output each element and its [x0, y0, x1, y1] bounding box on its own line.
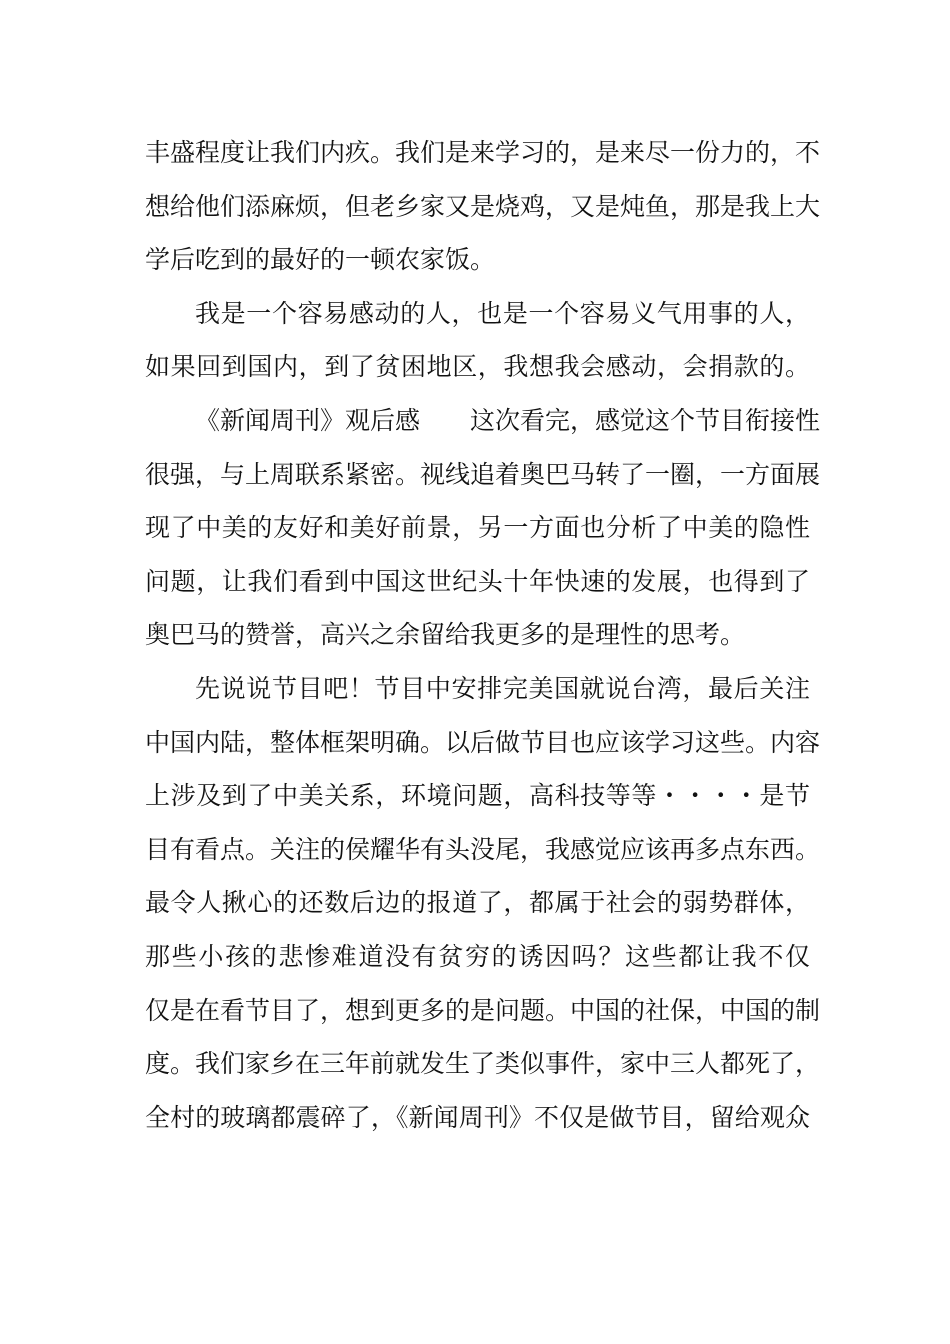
text-line: 想给他们添麻烦，但老乡家又是烧鸡，又是炖鱼，那是我上大 — [145, 191, 821, 221]
text-line: 问题，让我们看到中国这世纪头十年快速的发展，也得到了 — [145, 566, 810, 596]
text-line: 中国内陆，整体框架明确。以后做节目也应该学习这些。内容 — [145, 727, 821, 757]
text-line: 我是一个容易感动的人，也是一个容易义气用事的人， — [195, 298, 810, 328]
text-line: 那些小孩的悲惨难道没有贫穷的诱因吗？这些都让我不仅 — [145, 941, 810, 971]
text-line: 全村的玻璃都震碎了，《新闻周刊》不仅是做节目，留给观众 — [145, 1102, 810, 1132]
body-text — [145, 126, 821, 1144]
text-line: 目有看点。关注的侯耀华有头没尾，我感觉应该再多点东西。 — [145, 834, 821, 864]
text-line: 很强，与上周联系紧密。视线追着奥巴马转了一圈，一方面展 — [145, 459, 821, 489]
text-line: 仅是在看节目了，想到更多的是问题。中国的社保，中国的制 — [145, 995, 821, 1025]
text-line: 奥巴马的赞誉，高兴之余留给我更多的是理性的思考。 — [145, 620, 746, 650]
text-line: 丰盛程度让我们内疚。我们是来学习的，是来尽一份力的，不 — [145, 138, 821, 167]
text-line: 学后吃到的最好的一顿农家饭。 — [145, 245, 496, 275]
text-line: 最令人揪心的还数后边的报道了，都属于社会的弱势群体， — [145, 888, 810, 918]
text-line: 度。我们家乡在三年前就发生了类似事件，家中三人都死了， — [145, 1049, 821, 1079]
text-line: 如果回到国内，到了贫困地区，我想我会感动，会捐款的。 — [145, 352, 810, 382]
text-line: 先说说节目吧！节目中安排完美国就说台湾，最后关注 — [195, 673, 810, 703]
text-line: 《新闻周刊》观后感 这次看完，感觉这个节目衔接性 — [195, 405, 821, 435]
text-line: 现了中美的友好和美好前景，另一方面也分析了中美的隐性 — [145, 513, 810, 543]
text-line: 上涉及到了中美关系，环境问题，高科技等等・・・・是节 — [145, 781, 810, 811]
